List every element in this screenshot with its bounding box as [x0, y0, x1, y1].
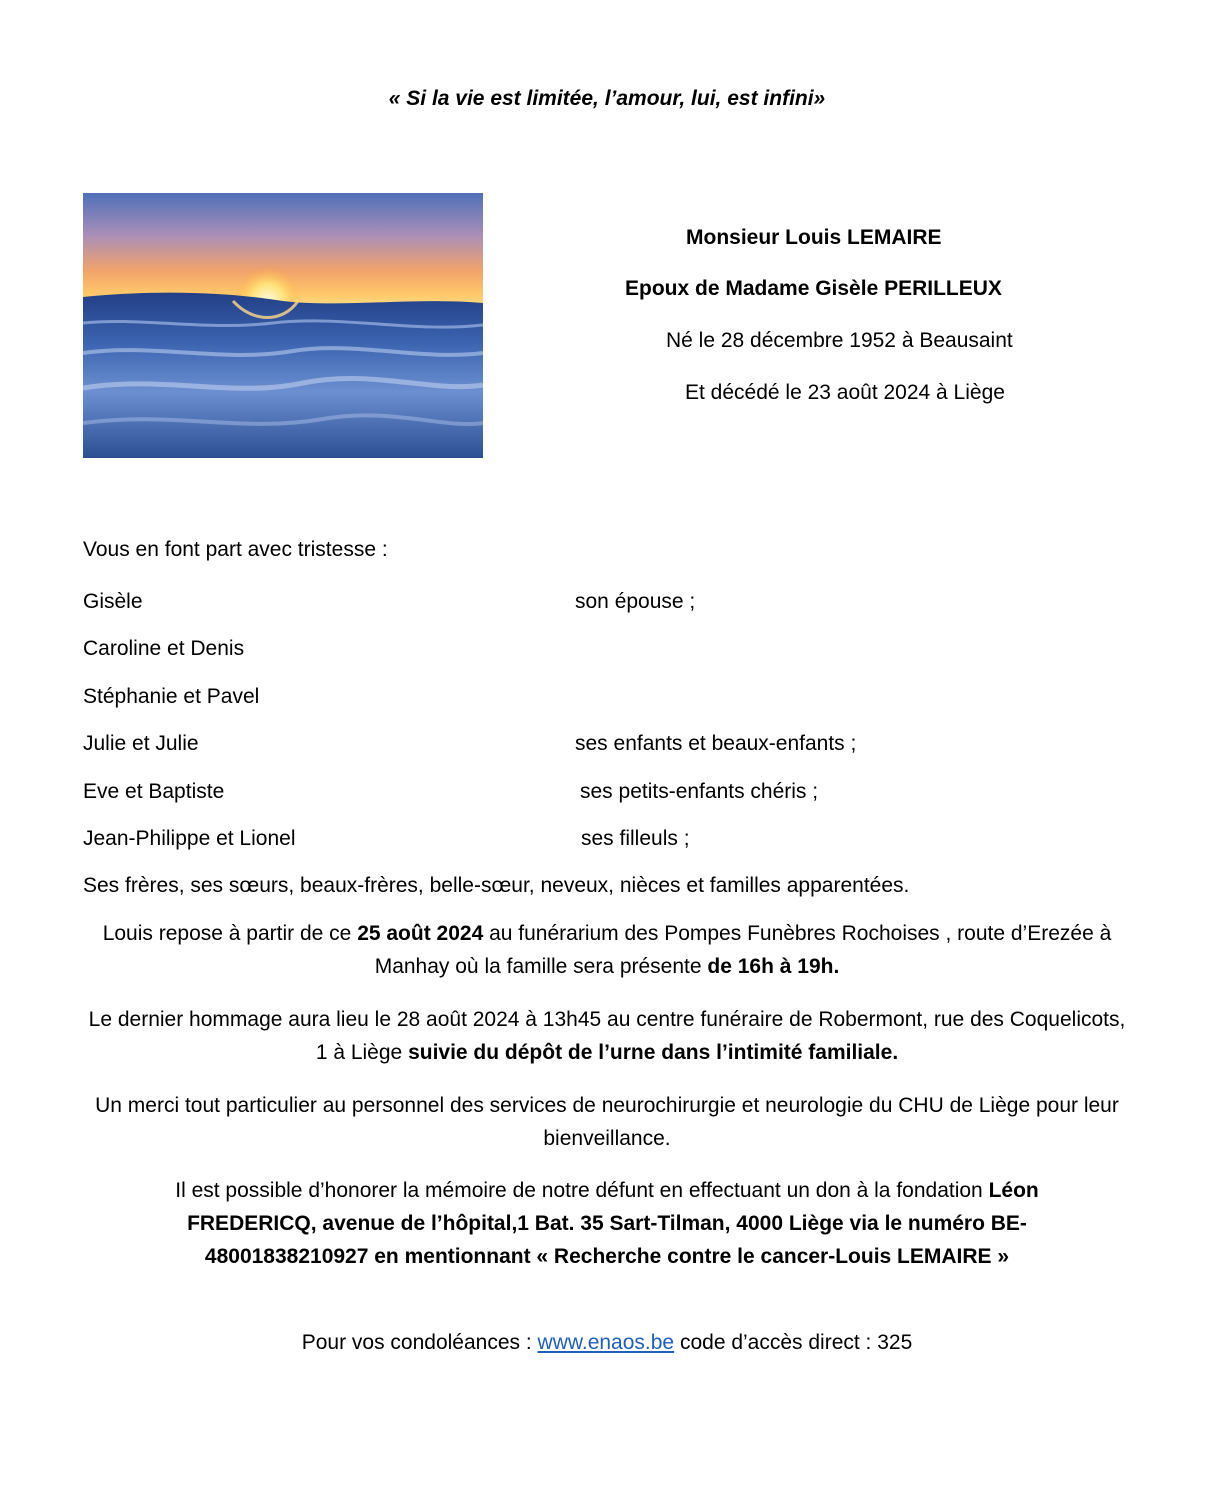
- extended-family-text: Ses frères, ses sœurs, beaux-frères, belle-sœur, neveux, nièces et familles apparentées.: [83, 874, 910, 897]
- donation-paragraph: Il est possible d’honorer la mémoire de notre défunt en effectuant un don à la fondation Léon FREDERICQ, avenue de l’hôpital,1 Bat. 35 Sart-Tilman, 4000 Liège via le numéro BE-48001838210927 en mentionnant « Recherche contre le cancer-Louis LEMAIRE »: [175, 1179, 1039, 1268]
- spouse-line: Epoux de Madame Gisèle PERILLEUX: [625, 277, 1002, 300]
- sunset-sea-photo: [83, 193, 483, 458]
- hommage-paragraph: Le dernier hommage aura lieu le 28 août 2024 à 13h45 au centre funéraire de Robermont, rue des Coquelicots, 1 à Liège suivie du dépôt de l’urne dans l’intimité familiale.: [88, 1008, 1126, 1064]
- family-relation: ses enfants et beaux-enfants ;: [575, 732, 857, 755]
- birth-line: Né le 28 décembre 1952 à Beausaint: [666, 329, 1013, 352]
- deceased-name: Monsieur Louis LEMAIRE: [686, 226, 942, 249]
- family-relation: ses petits-enfants chéris ;: [580, 780, 819, 803]
- family-name: Gisèle: [83, 590, 143, 613]
- intro-text: Vous en font part avec tristesse :: [83, 538, 388, 561]
- family-relation: son épouse ;: [575, 590, 696, 613]
- family-name: Caroline et Denis: [83, 637, 245, 660]
- family-name: Jean-Philippe et Lionel: [83, 827, 296, 850]
- condolences-line: Pour vos condoléances : www.enaos.be code d’accès direct : 325: [301, 1331, 913, 1354]
- epigraph-quote: « Si la vie est limitée, l’amour, lui, est infini»: [388, 87, 826, 110]
- thanks-paragraph: Un merci tout particulier au personnel des services de neurochirurgie et neurologie du CHU de Liège pour leur bienveillance.: [95, 1094, 1119, 1150]
- repose-paragraph: Louis repose à partir de ce 25 août 2024 au funérarium des Pompes Funèbres Rochoises , route d’Erezée à Manhay où la famille sera présente de 16h à 19h.: [102, 922, 1112, 978]
- family-relation: ses filleuls ;: [581, 827, 690, 850]
- family-name: Julie et Julie: [83, 732, 199, 755]
- family-name: Stéphanie et Pavel: [83, 685, 260, 708]
- family-name: Eve et Baptiste: [83, 780, 225, 803]
- death-line: Et décédé le 23 août 2024 à Liège: [685, 381, 1005, 404]
- condolences-link[interactable]: www.enaos.be: [537, 1331, 675, 1354]
